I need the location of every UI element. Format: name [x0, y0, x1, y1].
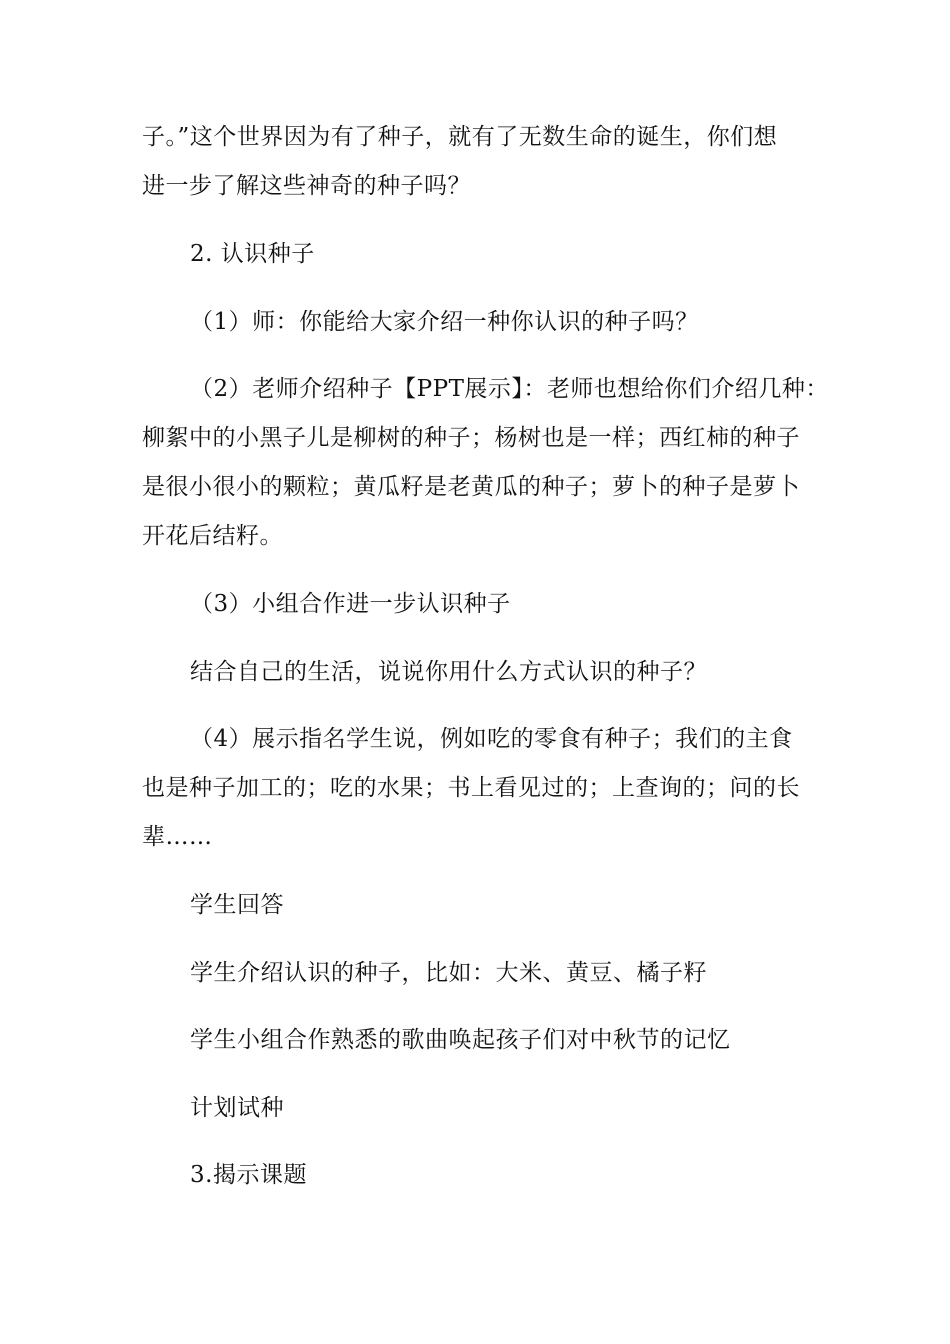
step-2-line-2: 柳絮中的小黑子儿是柳树的种子；杨树也是一样；西红柿的种子 — [142, 425, 800, 451]
paragraph-line-intro-2: 进一步了解这些神奇的种子吗？ — [142, 173, 471, 199]
step-2-line-4: 开花后结籽。 — [142, 523, 283, 549]
plan-planting-line: 计划试种 — [190, 1095, 284, 1121]
student-group-line: 学生小组合作熟悉的歌曲唤起孩子们对中秋节的记忆 — [190, 1027, 731, 1053]
step-4-line-3: 辈…… — [142, 824, 213, 850]
prompt-line: 结合自己的生活，说说你用什么方式认识的种子？ — [190, 659, 707, 685]
step-1-line: （1）师：你能给大家介绍一种你认识的种子吗？ — [190, 309, 699, 335]
step-2-line-1: （2）老师介绍种子【PPT展示】：老师也想给你们介绍几种： — [190, 376, 829, 402]
step-2-line-3: 是很小很小的颗粒；黄瓜籽是老黄瓜的种子；萝卜的种子是萝卜 — [142, 474, 800, 500]
student-answer-line: 学生回答 — [190, 892, 284, 918]
step-4-line-1: （4）展示指名学生说，例如吃的零食有种子；我们的主食 — [190, 726, 793, 752]
student-intro-line: 学生介绍认识的种子，比如：大米、黄豆、橘子籽 — [190, 960, 707, 986]
step-3-line: （3）小组合作进一步认识种子 — [190, 591, 511, 617]
section-heading-recognize-seeds: 2. 认识种子 — [190, 241, 315, 267]
section-heading-reveal-topic: 3.揭示课题 — [190, 1162, 307, 1188]
step-4-line-2: 也是种子加工的；吃的水果；书上看见过的；上查询的；问的长 — [142, 775, 800, 801]
paragraph-line-intro-1: 子。”这个世界因为有了种子，就有了无数生命的诞生，你们想 — [142, 124, 778, 150]
